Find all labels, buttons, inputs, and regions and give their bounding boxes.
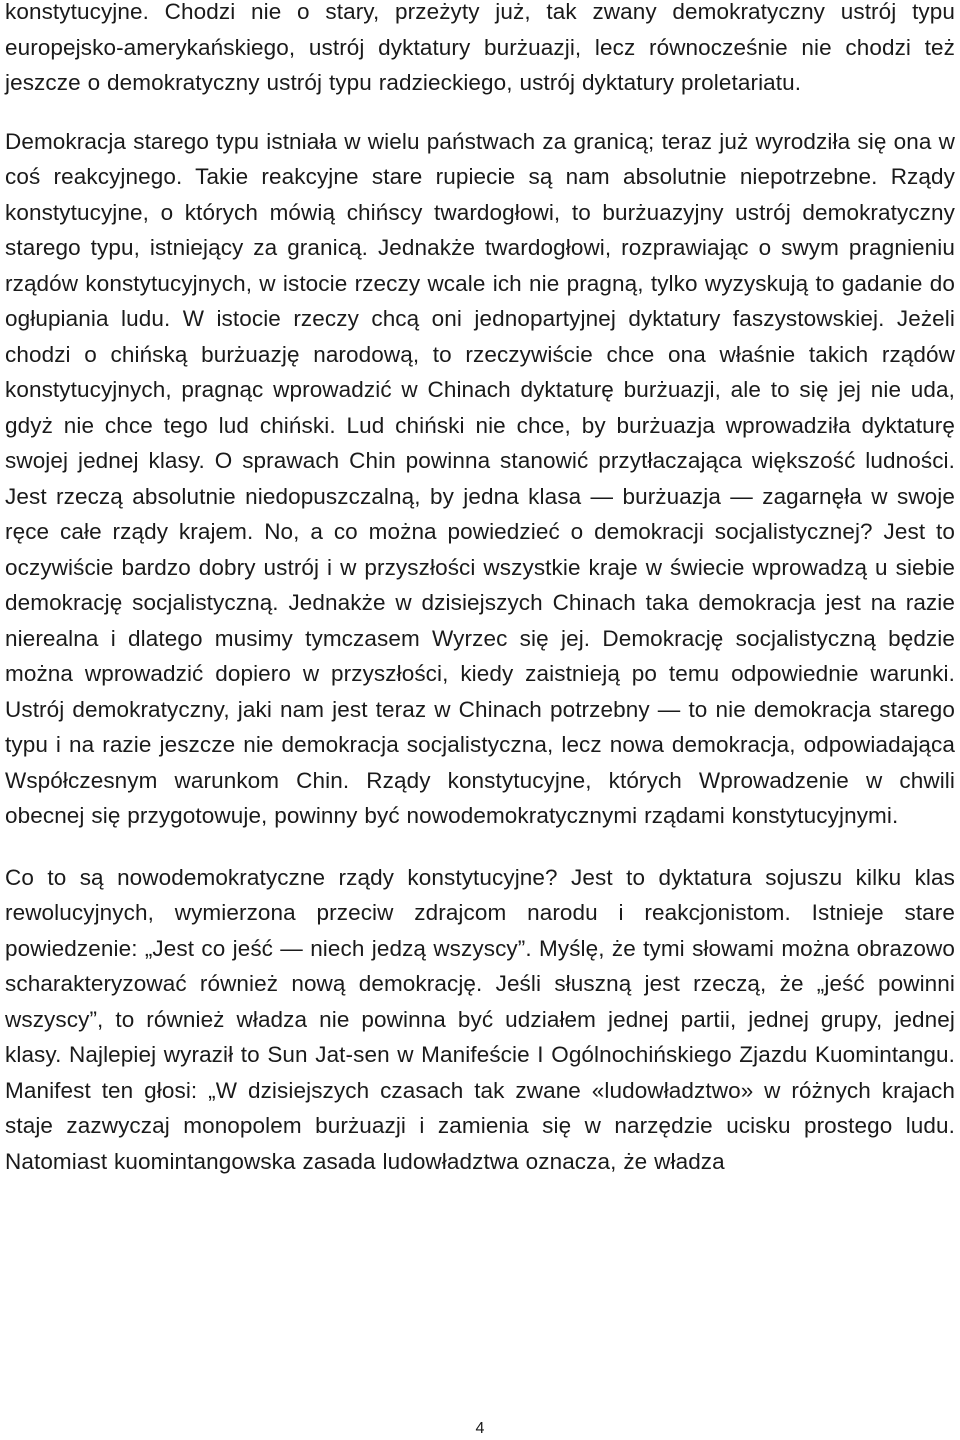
page-number: 4 xyxy=(475,1420,485,1437)
document-page xyxy=(5,0,955,1179)
paragraph-2: Demokracja starego typu istniała w wielu państwach za granicą; teraz już wyrodziła się ona w coś reakcyjnego. Takie reakcyjne stare rupiecie są nam absolutnie niepotrzebne. Rządy konstytucyjne, o których mówią chińscy twardogłowi, to burżuazyjny ustrój demokratyczny starego typu, istniejący za granicą. Jednakże twardogłowi, rozprawiając o swym pragnieniu rządów konstytucyjnych, w istocie rzeczy wcale ich nie pragną, tylko wyzyskują to gadanie do ogłupiania ludu. W istocie rzeczy chcą oni jednopartyjnej dyktatury faszystowskiej. Jeżeli chodzi o chińską burżuazję narodową, to rzeczywiście chce ona właśnie takich rządów konstytucyjnych, pragnąc wprowadzić w Chinach dyktaturę burżuazji, ale to się jej nie uda, gdyż nie chce tego lud chiński. Lud chiński nie chce, by burżuazja wprowadziła dyktaturę swojej jednej klasy. O sprawach Chin powinna stanowić przytłaczająca większość ludności. Jest rzeczą absolutnie niedopuszczalną, by jedna klasa — burżuazja — zagarnęła w swoje ręce całe rządy krajem. No, a co można powiedzieć o demokracji socjalistycznej? Jest to oczywiście bardzo dobry ustrój i w przyszłości wszystkie kraje w świecie wprowadzą u siebie demokrację socjalistyczną. Jednakże w dzisiejszych Chinach taka demokracja jest na razie nierealna i dlatego musimy tymczasem Wyrzec się jej. Demokrację socjalistyczną będzie można wprowadzić dopiero w przyszłości, kiedy zaistnieją po temu odpowiednie warunki. Ustrój demokratyczny, jaki nam jest teraz w Chinach potrzebny — to nie demokracja starego typu i na razie jeszcze nie demokracja socjalistyczna, lecz nowa demokracja, odpowiadająca Współczesnym warunkom Chin. Rządy konstytucyjne, których Wprowadzenie w chwili obecnej się przygotowuje, powinny być nowodemokratycznymi rządami konstytucyjnymi. xyxy=(5,128,955,828)
paragraph-1: konstytucyjne. Chodzi nie o stary, przeżyty już, tak zwany demokratyczny ustrój typu europejsko-amerykańskiego, ustrój dyktatury burżuazji, lecz równocześnie nie chodzi też jeszcze o demokratyczny ustrój typu radzieckiego, ustrój dyktatury proletariatu. xyxy=(5,0,955,95)
paragraph-3: Co to są nowodemokratyczne rządy konstytucyjne? Jest to dyktatura sojuszu kilku klas rewolucyjnych, wymierzona przeciw zdrajcom narodu i reakcjonistom. Istnieje stare powiedzenie: „Jest co jeść — niech jedzą wszyscy”. Myślę, że tymi słowami można obrazowo scharakteryzować również nową demokrację. Jeśli słuszną jest rzeczą, że „jeść powinni wszyscy”, to również władza nie powinna być udziałem jednej partii, jednej grupy, jednej klasy. Najlepiej wyraził to Sun Jat-sen w Manifeście I Ogólnochińskiego Zjazdu Kuomintangu. Manifest ten głosi: „W dzisiejszych czasach tak zwane «ludowładztwo» w różnych krajach staje zazwyczaj monopolem burżuazji i zamienia się w narzędzie ucisku prostego ludu. Natomiast kuomintangowska zasada ludowładztwa oznacza, że władza xyxy=(5,864,955,1174)
